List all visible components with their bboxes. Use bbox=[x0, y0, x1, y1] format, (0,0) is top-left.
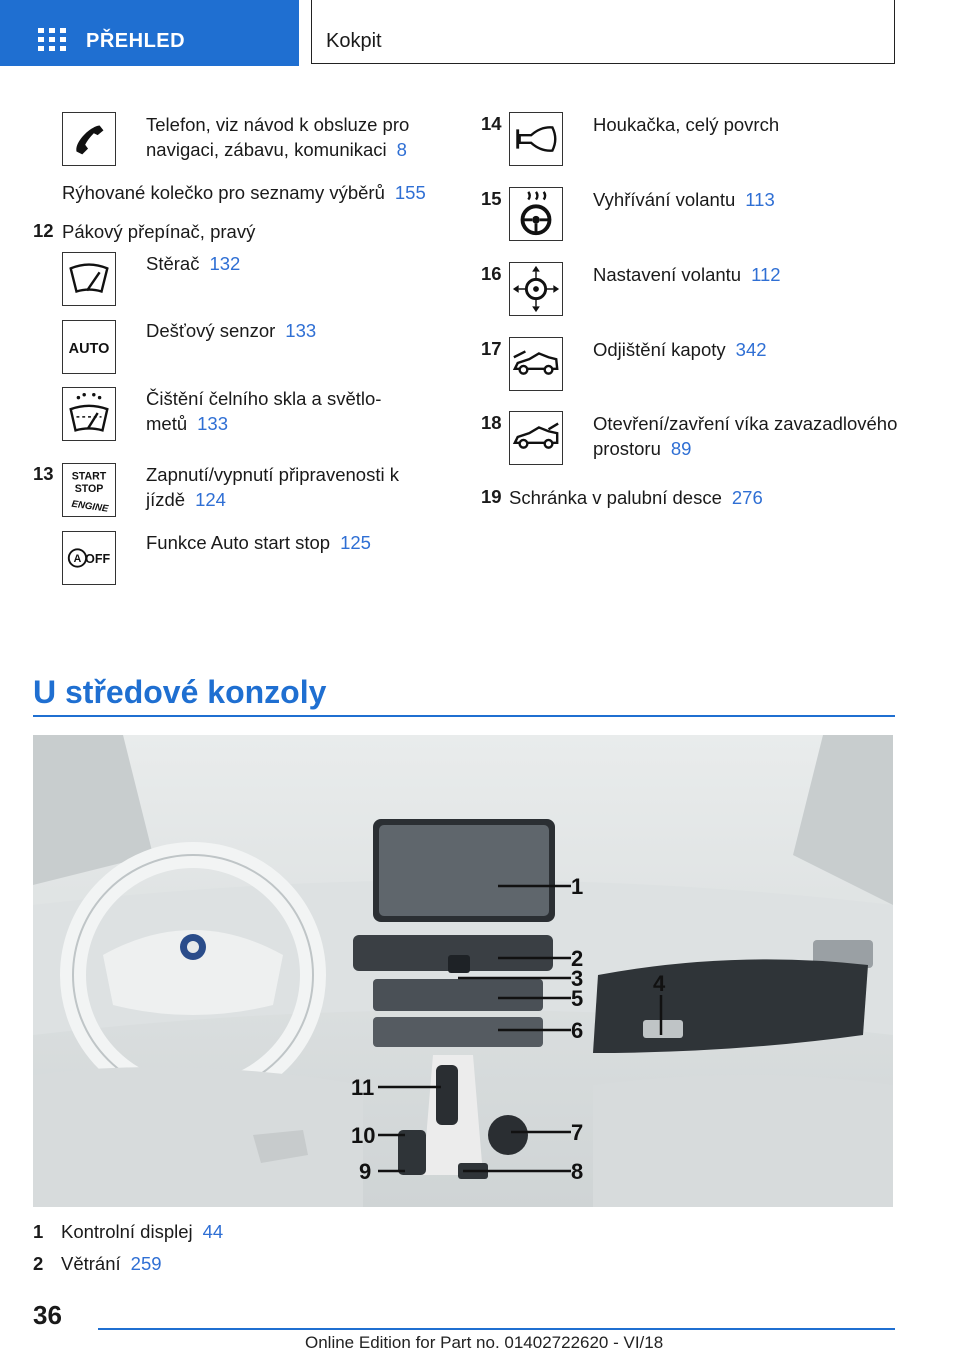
svg-text:AUTO: AUTO bbox=[68, 340, 110, 357]
legend-item bbox=[61, 1253, 162, 1275]
callout-label: 5 bbox=[571, 986, 584, 1011]
callout-label: 6 bbox=[571, 1018, 584, 1043]
footer-text: Online Edition for Part no. 01402722620 - VI/18 bbox=[305, 1333, 664, 1352]
legend-number: 1 bbox=[33, 1221, 44, 1242]
horn-icon bbox=[509, 112, 563, 166]
callout-label: 9 bbox=[359, 1159, 372, 1184]
item-text: Otevření/zavření víka zavazadlového bbox=[593, 413, 898, 434]
section-divider bbox=[33, 715, 895, 717]
list-item bbox=[593, 187, 775, 212]
page-link[interactable]: 276 bbox=[731, 487, 763, 508]
svg-text:START: START bbox=[71, 470, 107, 483]
list-item bbox=[593, 337, 767, 362]
auto-start-stop-off-icon bbox=[62, 531, 116, 585]
item-number: 14 bbox=[481, 113, 502, 134]
footer-divider bbox=[98, 1328, 895, 1330]
auto-icon bbox=[62, 320, 116, 374]
callout-label: 3 bbox=[571, 966, 584, 991]
steering-heat-icon bbox=[509, 187, 563, 241]
item-number: 15 bbox=[481, 188, 502, 209]
svg-text:ENGINE: ENGINE bbox=[70, 498, 109, 515]
cockpit-photo bbox=[33, 735, 893, 1207]
callout-label: 2 bbox=[571, 946, 584, 971]
item-text: Pákový přepínač, pravý bbox=[62, 221, 256, 242]
item-number: 13 bbox=[33, 463, 54, 484]
list-item bbox=[593, 112, 779, 137]
legend-text: Větrání bbox=[61, 1253, 121, 1274]
item-number: 18 bbox=[481, 412, 502, 433]
svg-text:STOP: STOP bbox=[74, 482, 104, 495]
chapter-header bbox=[311, 0, 895, 64]
item-text: Nastavení volantu bbox=[593, 264, 742, 285]
item-text: prostoru bbox=[593, 438, 661, 459]
overview-tab[interactable] bbox=[0, 0, 299, 66]
wiper-icon bbox=[62, 252, 116, 306]
item-text: Vyhřívání volantu bbox=[593, 189, 736, 210]
page-link[interactable]: 8 bbox=[396, 139, 407, 160]
svg-text:OFF: OFF bbox=[85, 551, 111, 566]
item-text: metů bbox=[146, 413, 188, 434]
page-link[interactable]: 89 bbox=[670, 438, 692, 459]
page-link[interactable]: 155 bbox=[394, 182, 426, 203]
svg-text:A: A bbox=[73, 552, 82, 565]
item-number: 12 bbox=[33, 220, 54, 241]
page-link[interactable]: 124 bbox=[195, 489, 226, 510]
list-item bbox=[62, 219, 255, 244]
grid-icon bbox=[38, 28, 66, 52]
callout-label: 10 bbox=[351, 1123, 376, 1148]
page-link[interactable]: 133 bbox=[285, 320, 317, 341]
legend-number: 2 bbox=[33, 1253, 44, 1274]
item-text: Čištění čelního skla a světlo- bbox=[146, 388, 382, 409]
callout-label: 4 bbox=[653, 971, 666, 996]
item-number: 17 bbox=[481, 338, 502, 359]
item-text: navigaci, zábavu, komunikaci bbox=[146, 139, 387, 160]
page-link[interactable]: 132 bbox=[209, 253, 241, 274]
washer-icon bbox=[62, 387, 116, 441]
list-item bbox=[146, 530, 371, 555]
list-item bbox=[593, 411, 897, 461]
list-item bbox=[146, 318, 316, 343]
phone-icon bbox=[62, 112, 116, 166]
callout-label: 1 bbox=[571, 874, 584, 899]
start-stop-icon bbox=[62, 463, 116, 517]
list-item bbox=[146, 251, 240, 276]
callout-label: 8 bbox=[571, 1159, 584, 1184]
overview-tab-label: PŘEHLED bbox=[86, 30, 186, 52]
item-text: Stěrač bbox=[146, 253, 200, 274]
page-link[interactable]: 259 bbox=[130, 1253, 162, 1274]
trunk-icon bbox=[509, 411, 563, 465]
page-number: 36 bbox=[33, 1300, 62, 1330]
item-text: Houkačka, celý povrch bbox=[593, 114, 780, 135]
item-text: Schránka v palubní desce bbox=[509, 487, 722, 508]
page-link[interactable]: 342 bbox=[735, 339, 767, 360]
item-text: Dešťový senzor bbox=[146, 320, 276, 341]
page-link[interactable]: 112 bbox=[751, 264, 781, 285]
item-text: jízdě bbox=[146, 489, 186, 510]
list-item bbox=[62, 180, 426, 205]
list-item bbox=[509, 485, 763, 510]
legend-item bbox=[61, 1221, 223, 1243]
hood-release-icon bbox=[509, 337, 563, 391]
section-title: U středové konzoly bbox=[33, 674, 327, 710]
item-number: 19 bbox=[481, 486, 502, 507]
callout-label: 7 bbox=[571, 1120, 584, 1145]
legend-text: Kontrolní displej bbox=[61, 1221, 193, 1242]
page-link[interactable]: 113 bbox=[745, 189, 775, 210]
item-text: Odjištění kapoty bbox=[593, 339, 726, 360]
page-link[interactable]: 125 bbox=[340, 532, 371, 553]
callout-label: 11 bbox=[351, 1075, 375, 1100]
page-link[interactable]: 133 bbox=[197, 413, 229, 434]
steering-adjust-icon bbox=[509, 262, 563, 316]
chapter-title: Kokpit bbox=[326, 30, 382, 52]
item-text: Funkce Auto start stop bbox=[146, 532, 331, 553]
list-item bbox=[146, 462, 399, 512]
item-text: Rýhované kolečko pro seznamy výběrů bbox=[62, 182, 385, 203]
page-link[interactable]: 44 bbox=[202, 1221, 224, 1242]
list-item bbox=[593, 262, 781, 287]
list-item bbox=[146, 112, 409, 162]
item-number: 16 bbox=[481, 263, 502, 284]
list-item bbox=[146, 386, 381, 436]
item-text: Telefon, viz návod k obsluze pro bbox=[146, 114, 410, 135]
item-text: Zapnutí/vypnutí připravenosti k bbox=[146, 464, 399, 485]
